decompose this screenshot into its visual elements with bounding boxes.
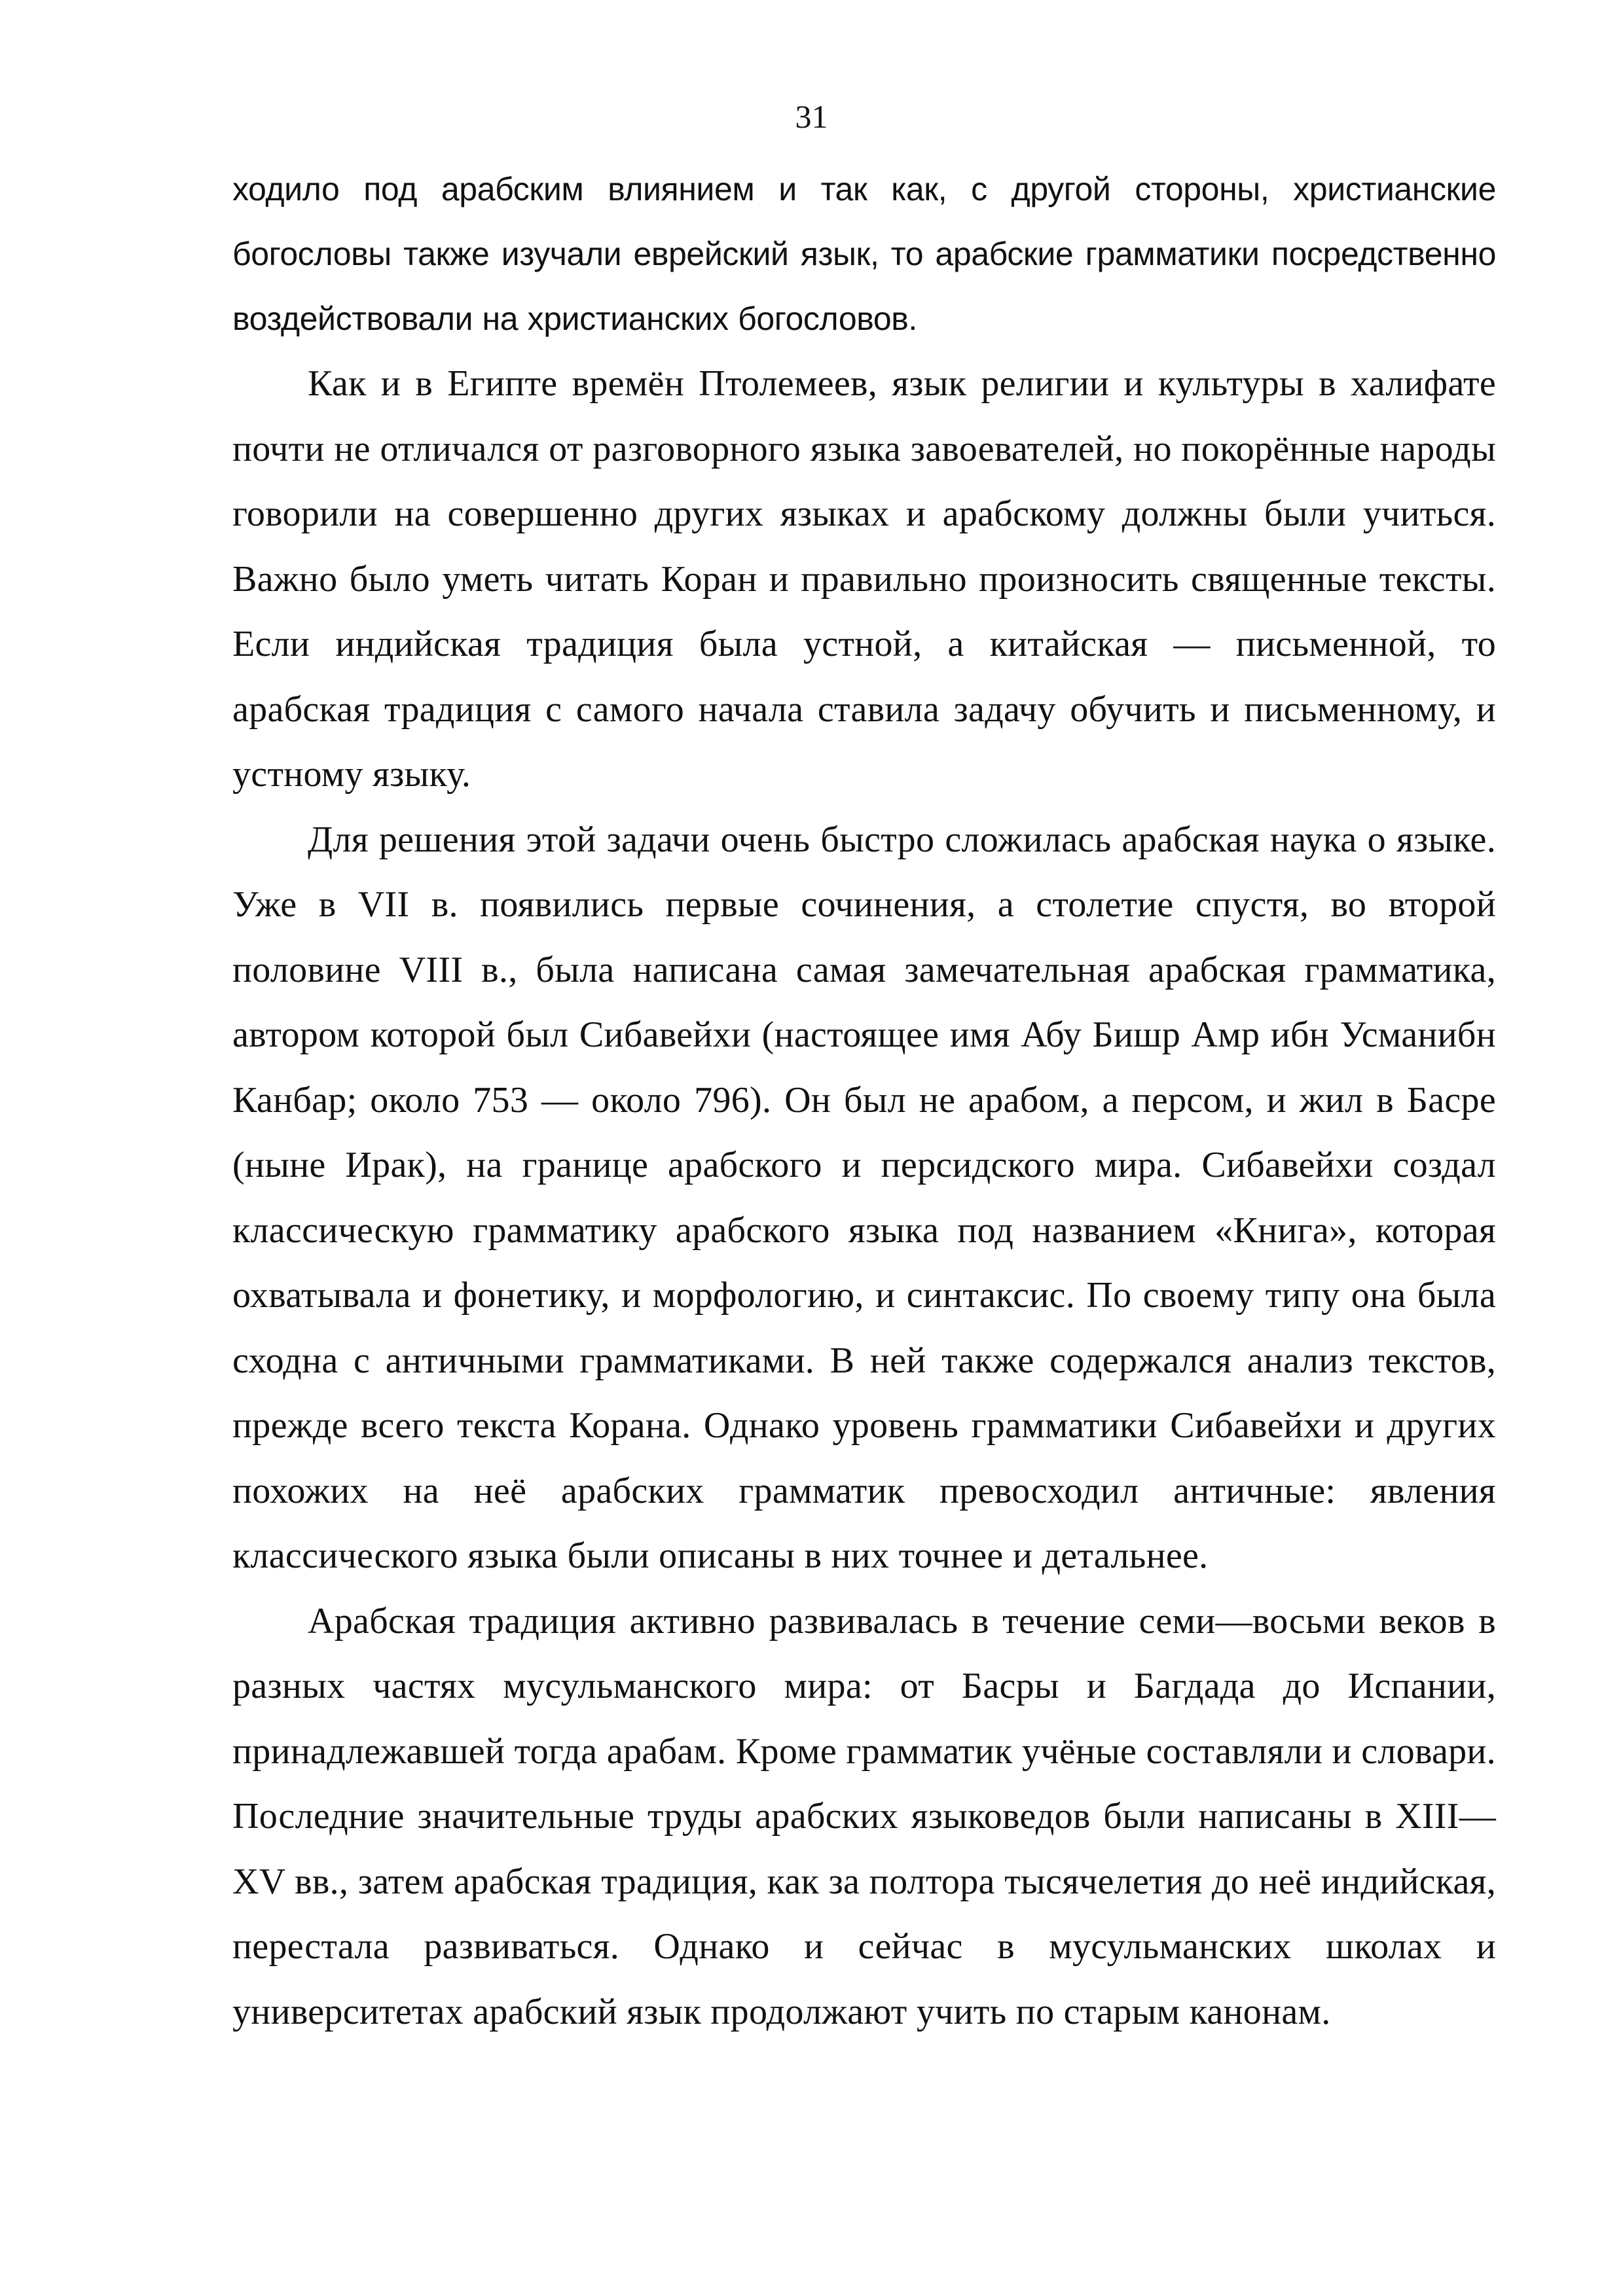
body-text [232,157,1496,2045]
paragraph-3: Арабская традиция активно развивалась в течение семи—восьми веков в разных частях мусульманского мира: от Басры и Багдада до Испании, принадлежавшей тогда арабам. Кроме грамматик учёные составляли и словари. Последние значительные труды арабских языковедов были написаны в XIII—XV вв., затем арабская традиция, как за полтора тысячелетия до неё индийская, перестала развиваться. Однако и сейчас в мусульманских школах и университетах арабский язык продолжают учить по старым канонам. [232,1600,1496,2032]
paragraph-1: Как и в Египте времён Птолемеев, язык религии и культуры в халифате почти не отличался от разговорного языка завоевателей, но покорённые народы говорили на совершенно других языках и арабскому должны были учиться. Важно было уметь читать Коран и правильно произносить священные тексты. Если индийская традиция была устной, а китайская — письменной, то арабская традиция с самого начала ставила задачу обучить и письменному, и устному языку. [232,363,1496,795]
page-number: 31 [795,98,828,135]
paragraph-2: Для решения этой задачи очень быстро сложилась арабская наука о языке. Уже в VII в. появились первые сочинения, а столетие спустя, во второй половине VIII в., была написана самая замечательная арабская грамматика, автором которой был Сибавейхи (настоящее имя Абу Бишр Амр ибн Усманибн Канбар; около 753 — около 796). Он был не арабом, а персом, и жил в Басре (ныне Ирак), на границе арабского и персидского мира. Сибавейхи создал классическую грамматику арабского языка под названием «Книга», которая охватывала и фонетику, и морфологию, и синтаксис. По своему типу она была сходна с античными грамматиками. В ней также содержался анализ текстов, прежде всего текста Корана. Однако уровень грамматики Сибавейхи и других похожих на неё арабских грамматик превосходил античные: явления классического языка были описаны в них точнее и детальнее. [232,819,1496,1576]
continued-paragraph: ходило под арабским влиянием и так как, с другой стороны, христианские богословы также изучали еврейский язык, то арабские грамматики посредственно воздействовали на христианских богословов. [232,171,1496,337]
